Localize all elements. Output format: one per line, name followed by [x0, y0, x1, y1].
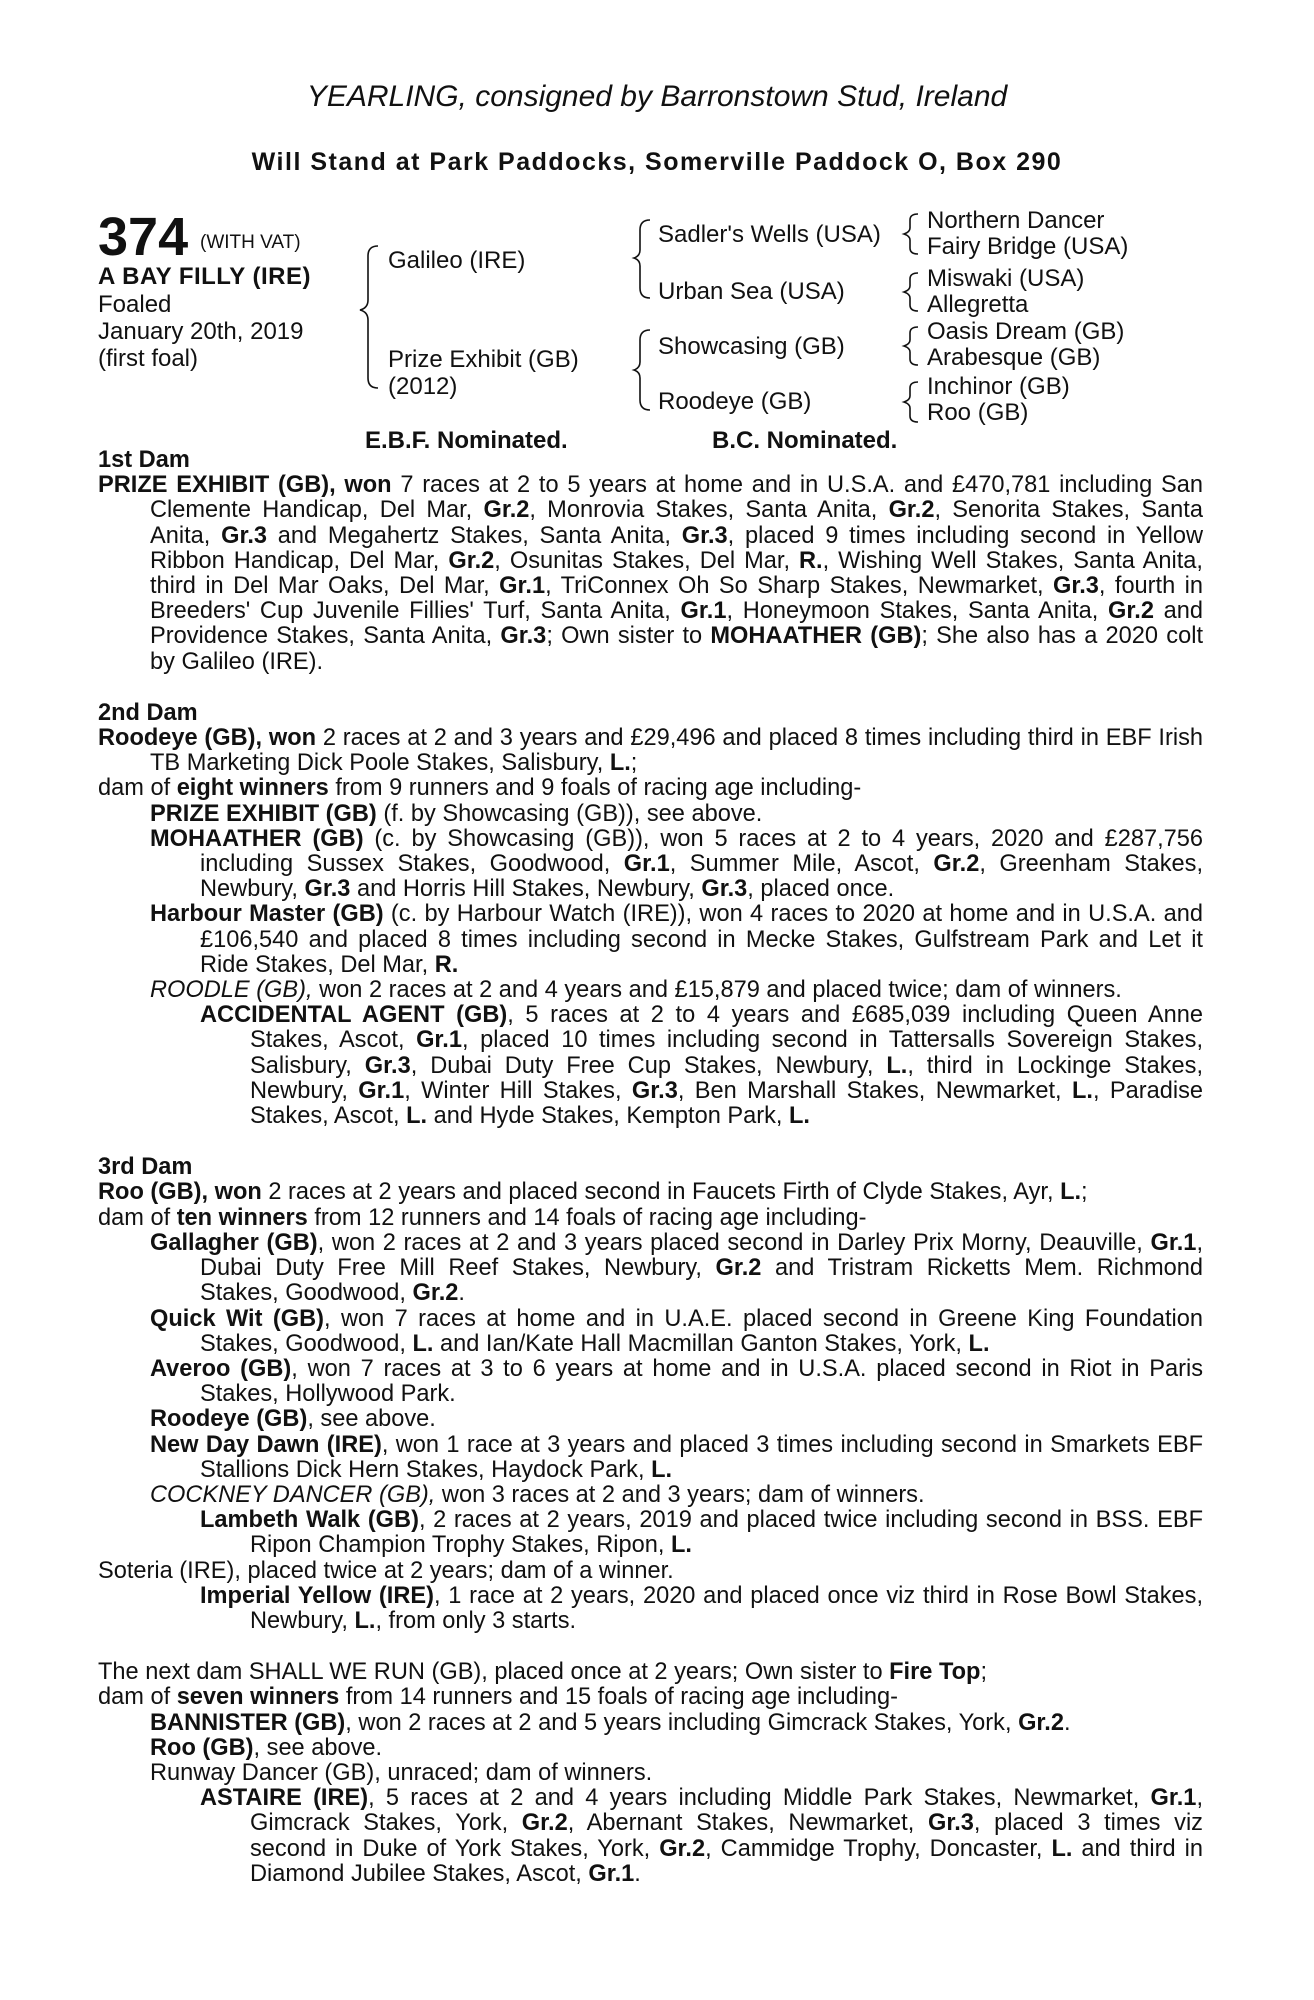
lot-name: A BAY FILLY (IRE): [98, 263, 311, 290]
produce-entry: ASTAIRE (IRE), 5 races at 2 and 4 years including Middle Park Stakes, Newmarket, Gr.1, Gimcrack Stakes, York, Gr.2, Abernant Stakes, Newmarket, Gr.3, placed 3 times viz second in Duke of York Stakes, York, Gr.2, Cammidge Trophy, Doncaster, L. and third in Diamond Jubilee Stakes, Ascot, Gr.1.: [200, 1785, 1203, 1887]
second-dam-heading: 2nd Dam: [98, 699, 198, 726]
pedigree-sdd: Allegretta: [927, 291, 1029, 318]
foaled-label: Foaled: [98, 291, 172, 318]
pedigree-dsd: Arabesque (GB): [927, 344, 1101, 371]
produce-entry: Roo (GB), see above.: [150, 1734, 383, 1761]
third-dam-produce-summary: dam of ten winners from 12 runners and 14 foals of racing age including-: [98, 1204, 867, 1231]
pedigree-sire-dam: Urban Sea (USA): [658, 278, 845, 305]
produce-entry: PRIZE EXHIBIT (GB) (f. by Showcasing (GB)), see above.: [150, 800, 763, 827]
produce-entry: New Day Dawn (IRE), won 1 race at 3 years and placed 3 times including second in Smarkets EBF Stallions Dick Hern Stakes, Haydock Park, L.: [150, 1431, 1203, 1483]
pedigree-ddd: Roo (GB): [927, 399, 1029, 426]
produce-entry: ACCIDENTAL AGENT (GB), 5 races at 2 to 4 years and £685,039 including Queen Anne Stakes, Ascot, Gr.1, placed 10 times including second in Tattersalls Sovereign Stakes, Salisbury, Gr.3, Dubai Duty Free Cup Stakes, Newbury, L., third in Lockinge Stakes, Newbury, Gr.1, Winter Hill Stakes, Gr.3, Ben Marshall Stakes, Newmarket, L., Paradise Stakes, Ascot, L. and Hyde Stakes, Kempton Park, L.: [200, 1002, 1204, 1130]
pedigree-dam-year: (2012): [388, 373, 458, 400]
pedigree-sds: Miswaki (USA): [927, 265, 1085, 292]
ebf-nominated: E.B.F. Nominated.: [365, 427, 568, 454]
produce-entry: COCKNEY DANCER (GB), won 3 races at 2 and 3 years; dam of winners.: [150, 1481, 925, 1508]
produce-entry: ROODLE (GB), won 2 races at 2 and 4 years and £15,879 and placed twice; dam of winners.: [150, 977, 1122, 1004]
pedigree-dam-sire: Showcasing (GB): [658, 333, 845, 360]
second-dam-entry: Roodeye (GB), won 2 races at 2 and 3 years and £29,496 and placed 8 times including third in EBF Irish TB Marketing Dick Poole Stakes, Salisbury, L.;: [98, 725, 1203, 777]
pedigree-sire-sire: Sadler's Wells (USA): [658, 221, 881, 248]
produce-entry: Soteria (IRE), placed twice at 2 years; dam of a winner.: [98, 1557, 674, 1584]
produce-entry: Gallagher (GB), won 2 races at 2 and 3 years placed second in Darley Prix Morny, Deauville, Gr.1, Dubai Duty Free Mill Reef Stakes, Newbury, Gr.2 and Tristram Ricketts Mem. Richmond Stakes, Goodwood, Gr.2.: [150, 1229, 1203, 1307]
pedigree-brackets: [0, 0, 1314, 450]
bc-nominated: B.C. Nominated.: [712, 427, 898, 454]
pedigree-dds: Inchinor (GB): [927, 373, 1070, 400]
vat-label: (WITH VAT): [200, 232, 301, 253]
pedigree-dam-dam: Roodeye (GB): [658, 388, 812, 415]
foaled-date: January 20th, 2019: [98, 318, 304, 345]
first-dam-heading: 1st Dam: [98, 447, 190, 473]
produce-entry: Lambeth Walk (GB), 2 races at 2 years, 2019 and placed twice including second in BSS. EBF Ripon Champion Trophy Stakes, Ripon, L.: [200, 1507, 1203, 1559]
first-foal-note: (first foal): [98, 345, 199, 372]
third-dam-heading: 3rd Dam: [98, 1154, 193, 1181]
stand-location: Will Stand at Park Paddocks, Somerville Paddock O, Box 290: [251, 148, 1063, 176]
next-dam-produce-summary: dam of seven winners from 14 runners and 15 foals of racing age including-: [98, 1684, 899, 1711]
produce-entry: Runway Dancer (GB), unraced; dam of winners.: [150, 1759, 653, 1786]
second-dam-produce-summary: dam of eight winners from 9 runners and 9 foals of racing age including-: [98, 775, 862, 802]
pedigree-sire: Galileo (IRE): [388, 247, 526, 274]
produce-entry: Harbour Master (GB) (c. by Harbour Watch (IRE)), won 4 races to 2020 at home and in U.S.A. and £106,540 and placed 8 times including second in Mecke Stakes, Gulfstream Park and Let it Ride Stakes, Del Mar, R.: [150, 901, 1203, 978]
pedigree-sss: Northern Dancer: [927, 207, 1105, 234]
lot-number: 374: [98, 207, 189, 267]
produce-entry: MOHAATHER (GB) (c. by Showcasing (GB)), won 5 races at 2 to 4 years, 2020 and £287,756 including Sussex Stakes, Goodwood, Gr.1, Summer Mile, Ascot, Gr.2, Greenham Stakes, Newbury, Gr.3 and Horris Hill Stakes, Newbury, Gr.3, placed once.: [150, 825, 1203, 903]
next-dam-entry: The next dam SHALL WE RUN (GB), placed once at 2 years; Own sister to Fire Top;: [98, 1659, 988, 1686]
pedigree-dam: Prize Exhibit (GB): [388, 346, 579, 373]
produce-entry: Quick Wit (GB), won 7 races at home and in U.A.E. placed second in Greene King Foundation Stakes, Goodwood, L. and Ian/Kate Hall Macmillan Ganton Stakes, York, L.: [150, 1305, 1203, 1357]
third-dam-entry: Roo (GB), won 2 races at 2 years and placed second in Faucets Firth of Clyde Stakes, Ayr, L.;: [98, 1179, 1088, 1206]
catalogue-body: [98, 448, 1203, 1887]
pedigree-dss: Oasis Dream (GB): [927, 318, 1125, 345]
pedigree-ssd: Fairy Bridge (USA): [927, 233, 1129, 260]
consignor-line: YEARLING, consigned by Barronstown Stud, Ireland: [306, 80, 1008, 113]
produce-entry: BANNISTER (GB), won 2 races at 2 and 5 years including Gimcrack Stakes, York, Gr.2.: [150, 1709, 1071, 1736]
first-dam-entry: PRIZE EXHIBIT (GB), won 7 races at 2 to 5 years at home and in U.S.A. and £470,781 including San Clemente Handicap, Del Mar, Gr.2, Monrovia Stakes, Santa Anita, Gr.2, Senorita Stakes, Santa Anita, Gr.3 and Megahertz Stakes, Santa Anita, Gr.3, placed 9 times including second in Yellow Ribbon Handicap, Del Mar, Gr.2, Osunitas Stakes, Del Mar, R., Wishing Well Stakes, Santa Anita, third in Del Mar Oaks, Del Mar, Gr.1, TriConnex Oh So Sharp Stakes, Newmarket, Gr.3, fourth in Breeders' Cup Juvenile Fillies' Turf, Santa Anita, Gr.1, Honeymoon Stakes, Santa Anita, Gr.2 and Providence Stakes, Santa Anita, Gr.3; Own sister to MOHAATHER (GB); She also has a 2020 colt by Galileo (IRE).: [98, 472, 1204, 675]
produce-entry: Averoo (GB), won 7 races at 3 to 6 years at home and in U.S.A. placed second in Riot in Paris Stakes, Hollywood Park.: [150, 1355, 1203, 1408]
produce-entry: Roodeye (GB), see above.: [150, 1406, 436, 1433]
produce-entry: Imperial Yellow (IRE), 1 race at 2 years, 2020 and placed once viz third in Rose Bowl Stakes, Newbury, L., from only 3 starts.: [200, 1582, 1203, 1634]
